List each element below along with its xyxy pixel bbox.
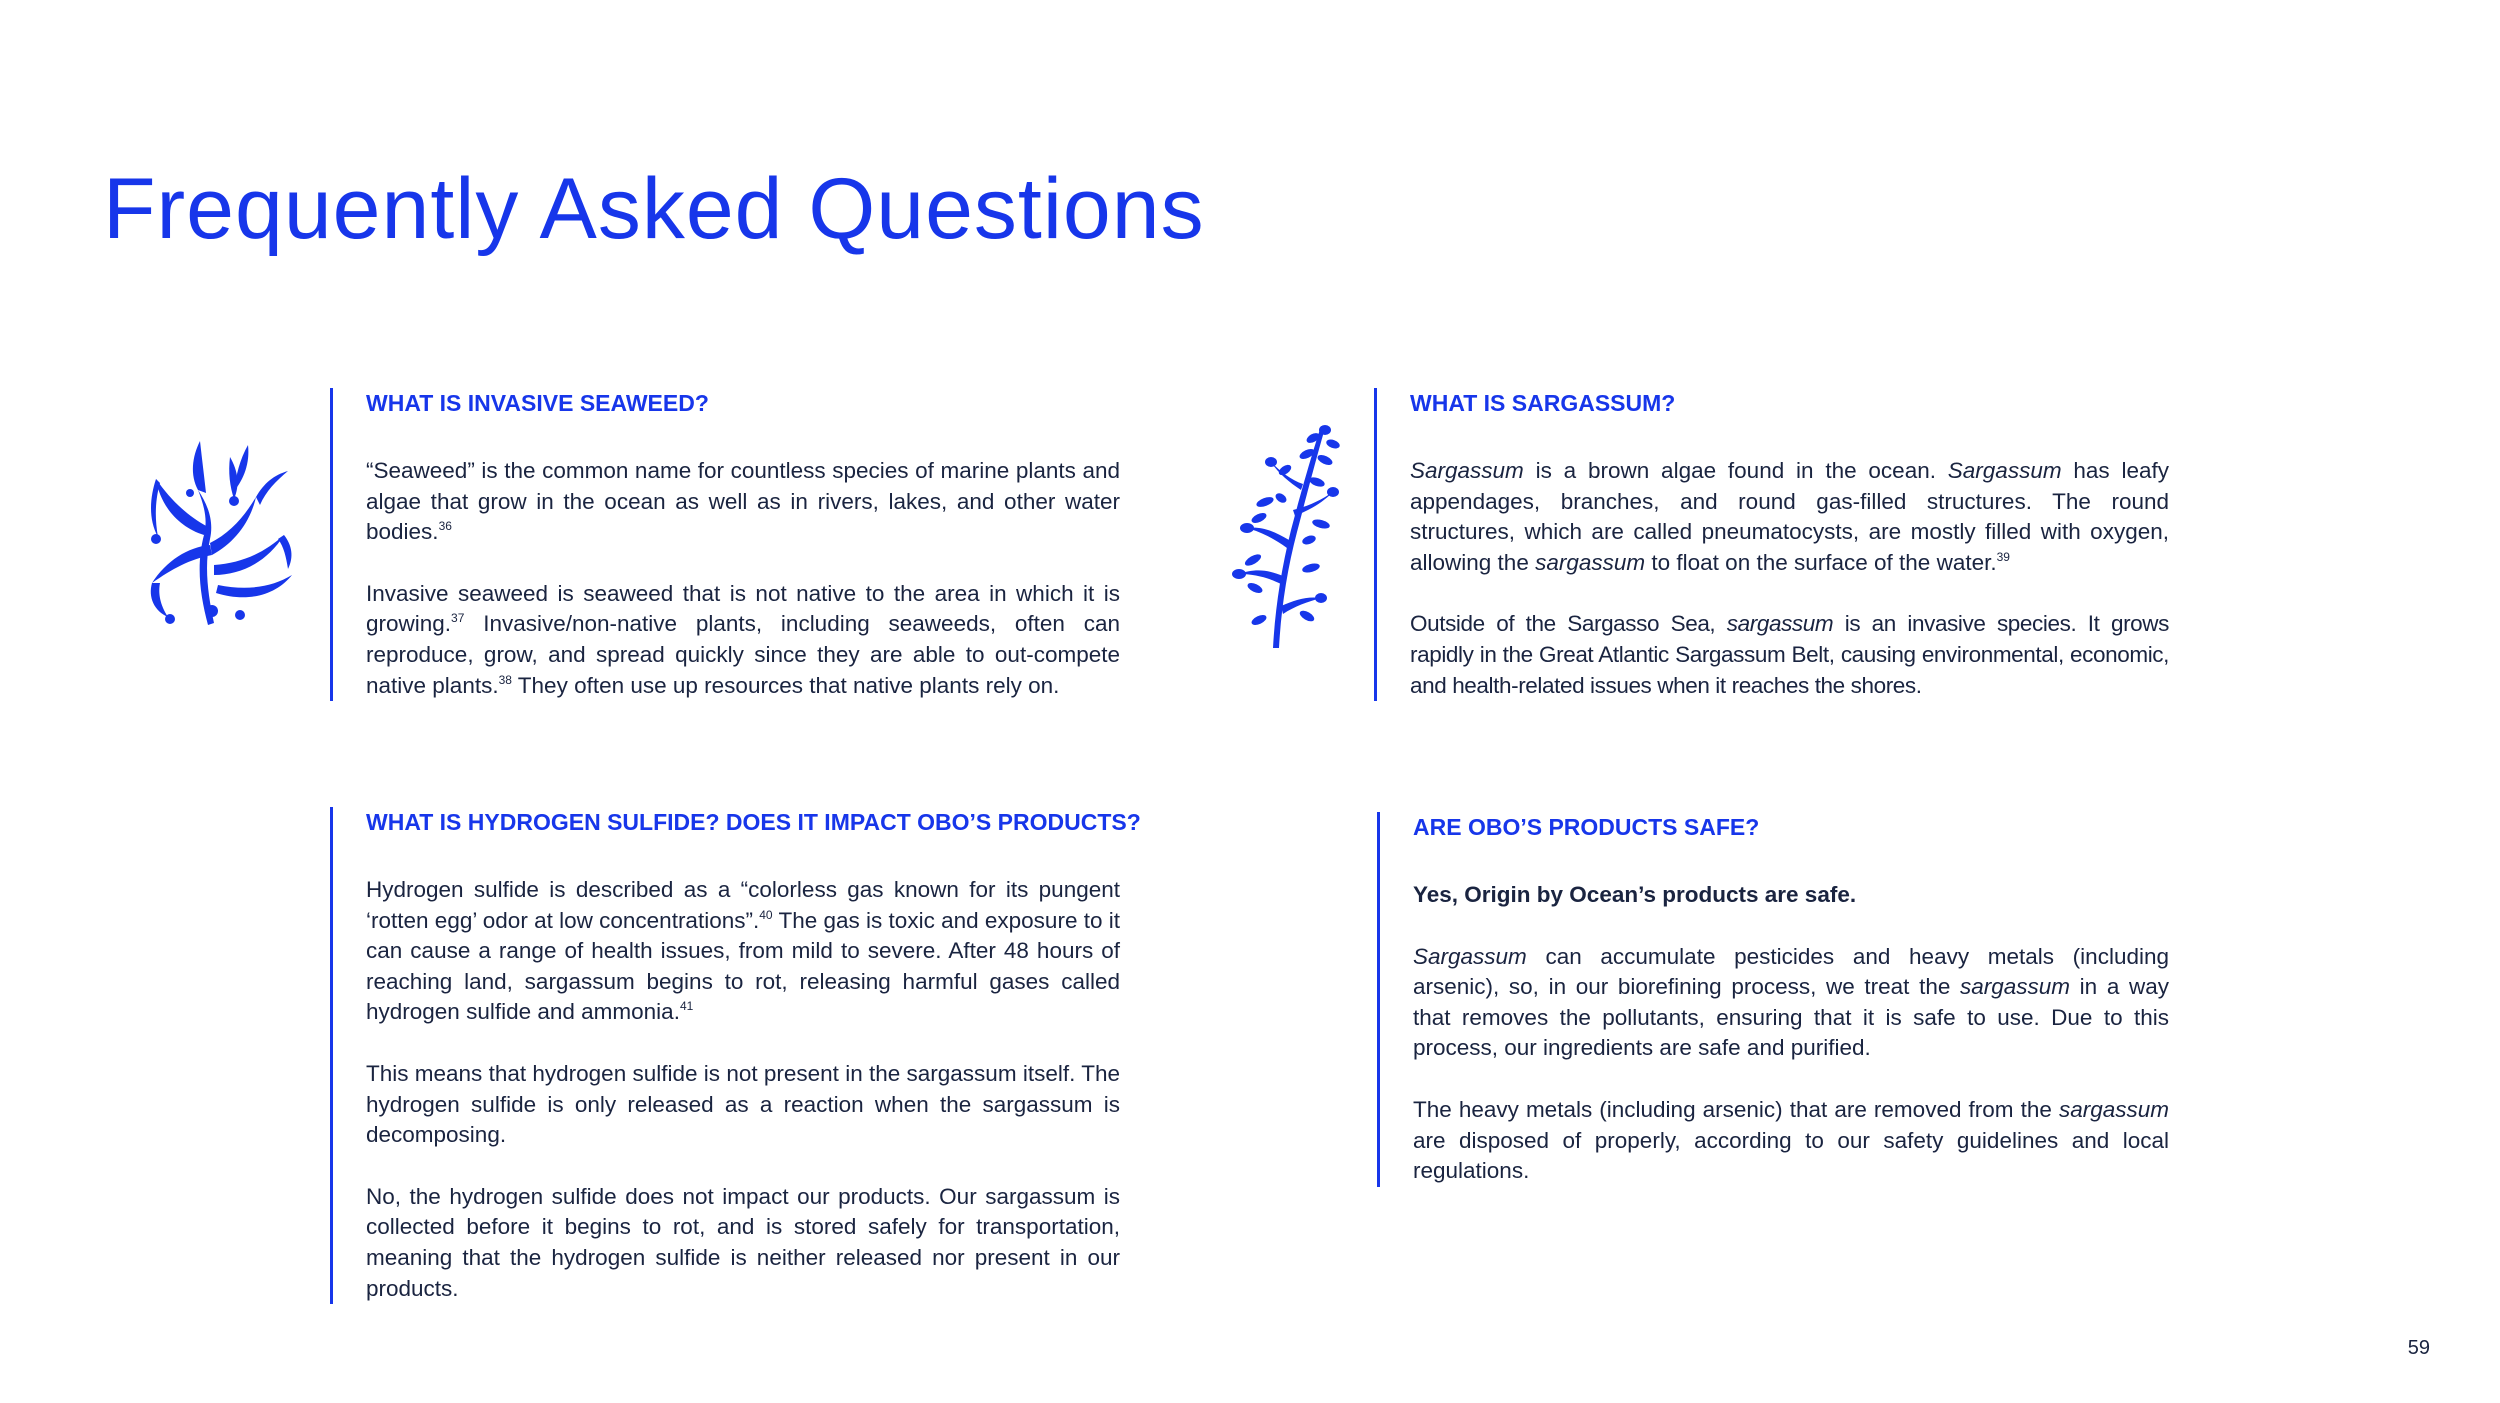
faq-paragraph: Invasive seaweed is seaweed that is not native to the area in which it is growing.$^{37}$ Invasive/non-native plants, including seaweeds, often can reproduce, grow, and spread quickly since they are able to out-compete native plants.$^{38}$ They often use up resources that native plants rely on. [366, 580, 1120, 698]
faq-heading: WHAT IS SARGASSUM? [1410, 390, 1676, 416]
faq-hydrogen-sulfide [330, 807, 1141, 1304]
faq-paragraph: This means that hydrogen sulfide is not present in the sargassum itself. The hydrogen sulfide is only released as a reaction when the sargassum is decomposing. [366, 1060, 1120, 1148]
faq-heading: ARE OBO’S PRODUCTS SAFE? [1413, 814, 1760, 840]
footnote-ref: 36 [438, 519, 452, 534]
footnote-ref: 40 [759, 907, 773, 922]
faq-sargassum [1374, 388, 2169, 701]
footnote-ref: 38 [498, 672, 512, 687]
faq-paragraph: Outside of the Sargasso Sea, sargassum is an invasive species. It grows rapidly in the Great Atlantic Sargassum Belt, causing environmental, economic, and health-related issues when it reaches the shores. [1410, 611, 2169, 698]
faq-paragraph: Hydrogen sulfide is described as a “colorless gas known for its pungent ‘rotten egg’ odor at low concentrations”.$^{40}$ The gas is toxic and exposure to it can cause a range of health issues, from mild to severe. After 48 hours of reaching land, sargassum begins to rot, releasing harmful gases called hydrogen sulfide and ammonia.$^{41}$ [366, 877, 1121, 1025]
faq-products-safe [1377, 812, 2169, 1187]
footnote-ref: 41 [679, 999, 694, 1014]
page-number: 59 [2407, 1337, 2430, 1359]
faq-heading: WHAT IS INVASIVE SEAWEED? [366, 390, 709, 416]
faq-paragraph: Sargassum can accumulate pesticides and heavy metals (including arsenic), so, in our biorefining process, we treat the sargassum in a way that removes the pollutants, ensuring that it is safe to use. Due to this process, our ingredients are safe and purified. [1413, 943, 2169, 1061]
faq-invasive-seaweed [330, 388, 1120, 701]
faq-paragraph: Sargassum is a brown algae found in the ocean. Sargassum has leafy appendages, branches, and round gas-filled structures. The round structures, which are called pneumatocysts, are mostly filled with oxygen, allowing the sargassum to float on the surface of the water.$^{39}$ [1410, 458, 2169, 575]
sargassum-branch-icon [1225, 420, 1345, 650]
footnote-ref: 39 [1996, 549, 2010, 564]
faq-paragraph: The heavy metals (including arsenic) that are removed from the sargassum are disposed of properly, according to our safety guidelines and local regulations. [1413, 1096, 2169, 1184]
faq-paragraph: “Seaweed” is the common name for countless species of marine plants and algae that grow in the ocean as well as in rivers, lakes, and other water bodies.$^{36}$ [366, 458, 1120, 545]
faq-paragraph: No, the hydrogen sulfide does not impact our products. Our sargassum is collected before it begins to rot, and is stored safely for transportation, meaning that the hydrogen sulfide is neither released nor present in our products. [366, 1183, 1120, 1301]
page-title: Frequently Asked Questions [103, 161, 1205, 257]
faq-lead-answer: Yes, Origin by Ocean’s products are safe. [1413, 882, 1857, 907]
seaweed-icon [138, 435, 298, 630]
footnote-ref: 37 [451, 611, 465, 626]
faq-heading: WHAT IS HYDROGEN SULFIDE? DOES IT IMPACT OBO’S PRODUCTS? [366, 809, 1141, 835]
